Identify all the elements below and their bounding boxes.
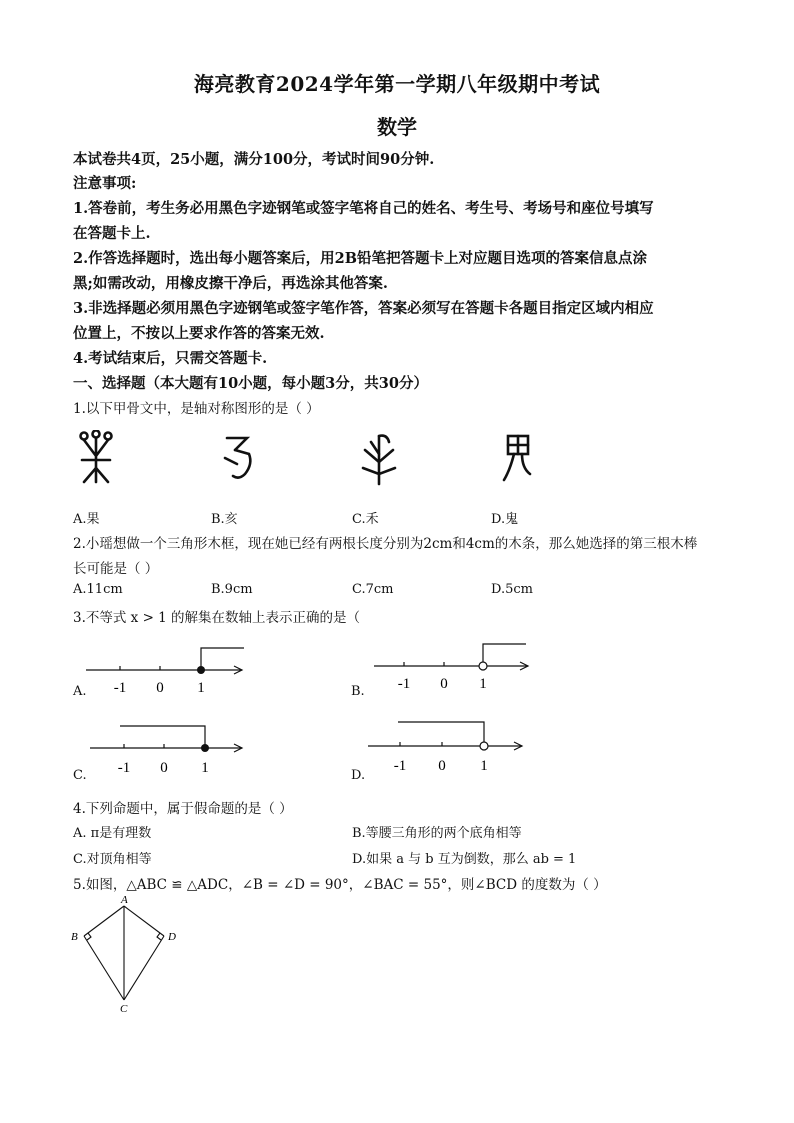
oracle-glyph-he-icon <box>359 432 399 486</box>
triangle-figure <box>66 892 186 1014</box>
point-label-b: B <box>71 931 78 943</box>
question-2-option-c[interactable]: C.7cm <box>352 582 394 597</box>
question-3-option-b-label[interactable]: B. <box>351 684 365 699</box>
number-line-b[interactable] <box>370 636 540 696</box>
note-line: 4.考试结束后，只需交答题卡. <box>73 350 268 367</box>
exam-title: 海亮教育2024学年第一学期八年级期中考试 <box>193 72 601 96</box>
note-line: 3.非选择题必须用黑色字迹钢笔或签字笔作答，答案必须写在答题卡各题目指定区域内相应 <box>73 300 654 317</box>
tick-label: 1 <box>197 680 205 696</box>
question-1-stem: 1.以下甲骨文中，是轴对称图形的是（ ） <box>73 401 320 417</box>
tick-label: 1 <box>480 758 488 774</box>
note-line: 黑;如需改动，用橡皮擦干净后，再选涂其他答案. <box>73 275 388 292</box>
number-line-a[interactable] <box>82 640 252 700</box>
tick-label: -1 <box>113 680 127 696</box>
question-4-option-d[interactable]: D.如果 a 与 b 互为倒数，那么 ab = 1 <box>352 852 577 867</box>
point-label-c: C <box>120 1003 128 1014</box>
oracle-glyph-gui-icon <box>500 432 534 486</box>
number-line-c[interactable] <box>86 718 256 780</box>
notes-heading: 注意事项: <box>73 175 137 192</box>
question-1-option-c[interactable]: C.禾 <box>352 512 379 527</box>
question-2-option-d[interactable]: D.5cm <box>491 582 533 597</box>
question-3-option-a-label[interactable]: A. <box>73 684 87 699</box>
question-2-stem-cont: 长可能是（ ） <box>73 561 159 577</box>
question-5-stem: 5.如图，△ABC ≌ △ADC，∠B = ∠D = 90°，∠BAC = 55°，则∠BCD 的度数为（ ） <box>73 877 607 893</box>
tick-label: 0 <box>438 758 446 774</box>
section-heading: 一、选择题（本大题有10小题，每小题3分，共30分） <box>73 375 428 392</box>
tick-label: -1 <box>393 758 407 774</box>
tick-label: 0 <box>160 760 168 776</box>
point-label-d: D <box>168 931 176 943</box>
question-3-option-c-label[interactable]: C. <box>73 768 87 783</box>
tick-label: 1 <box>479 676 487 692</box>
oracle-glyph-hai-icon <box>221 434 257 484</box>
question-2-stem: 2.小瑶想做一个三角形木框，现在她已经有两根长度分别为2cm和4cm的木条，那么她选择的第三根木棒 <box>73 536 698 552</box>
point-label-a: A <box>121 894 128 906</box>
question-3-option-d-label[interactable]: D. <box>351 768 366 783</box>
question-2-option-b[interactable]: B.9cm <box>211 582 253 597</box>
tick-label: -1 <box>117 760 131 776</box>
question-4-option-c[interactable]: C.对顶角相等 <box>73 852 152 867</box>
exam-intro: 本试卷共4页，25小题，满分100分，考试时间90分钟. <box>73 151 435 168</box>
question-2-option-a[interactable]: A.11cm <box>73 582 123 597</box>
tick-label: 0 <box>440 676 448 692</box>
tick-label: 1 <box>201 760 209 776</box>
question-3-stem: 3.不等式 x > 1 的解集在数轴上表示正确的是（ <box>73 610 361 626</box>
note-line: 2.作答选择题时，选出每小题答案后，用2B铅笔把答题卡上对应题目选项的答案信息点涂 <box>73 250 647 267</box>
tick-label: -1 <box>397 676 411 692</box>
question-4-option-b[interactable]: B.等腰三角形的两个底角相等 <box>352 826 522 841</box>
question-1-option-a[interactable]: A.果 <box>73 512 100 527</box>
note-line: 1.答卷前，考生务必用黑色字迹钢笔或签字笔将自己的姓名、考生号、考场号和座位号填写 <box>73 200 654 217</box>
number-line-d[interactable] <box>364 714 534 776</box>
oracle-glyph-guo-icon <box>76 430 116 485</box>
question-4-option-a[interactable]: A. π是有理数 <box>73 826 152 841</box>
question-4-stem: 4.下列命题中，属于假命题的是（ ） <box>73 801 293 817</box>
exam-subject: 数学 <box>377 115 417 139</box>
question-1-option-d[interactable]: D.鬼 <box>491 512 519 527</box>
note-line: 在答题卡上. <box>73 225 151 242</box>
tick-label: 0 <box>156 680 164 696</box>
question-1-option-b[interactable]: B.亥 <box>211 512 238 527</box>
note-line: 位置上，不按以上要求作答的答案无效. <box>73 325 325 342</box>
